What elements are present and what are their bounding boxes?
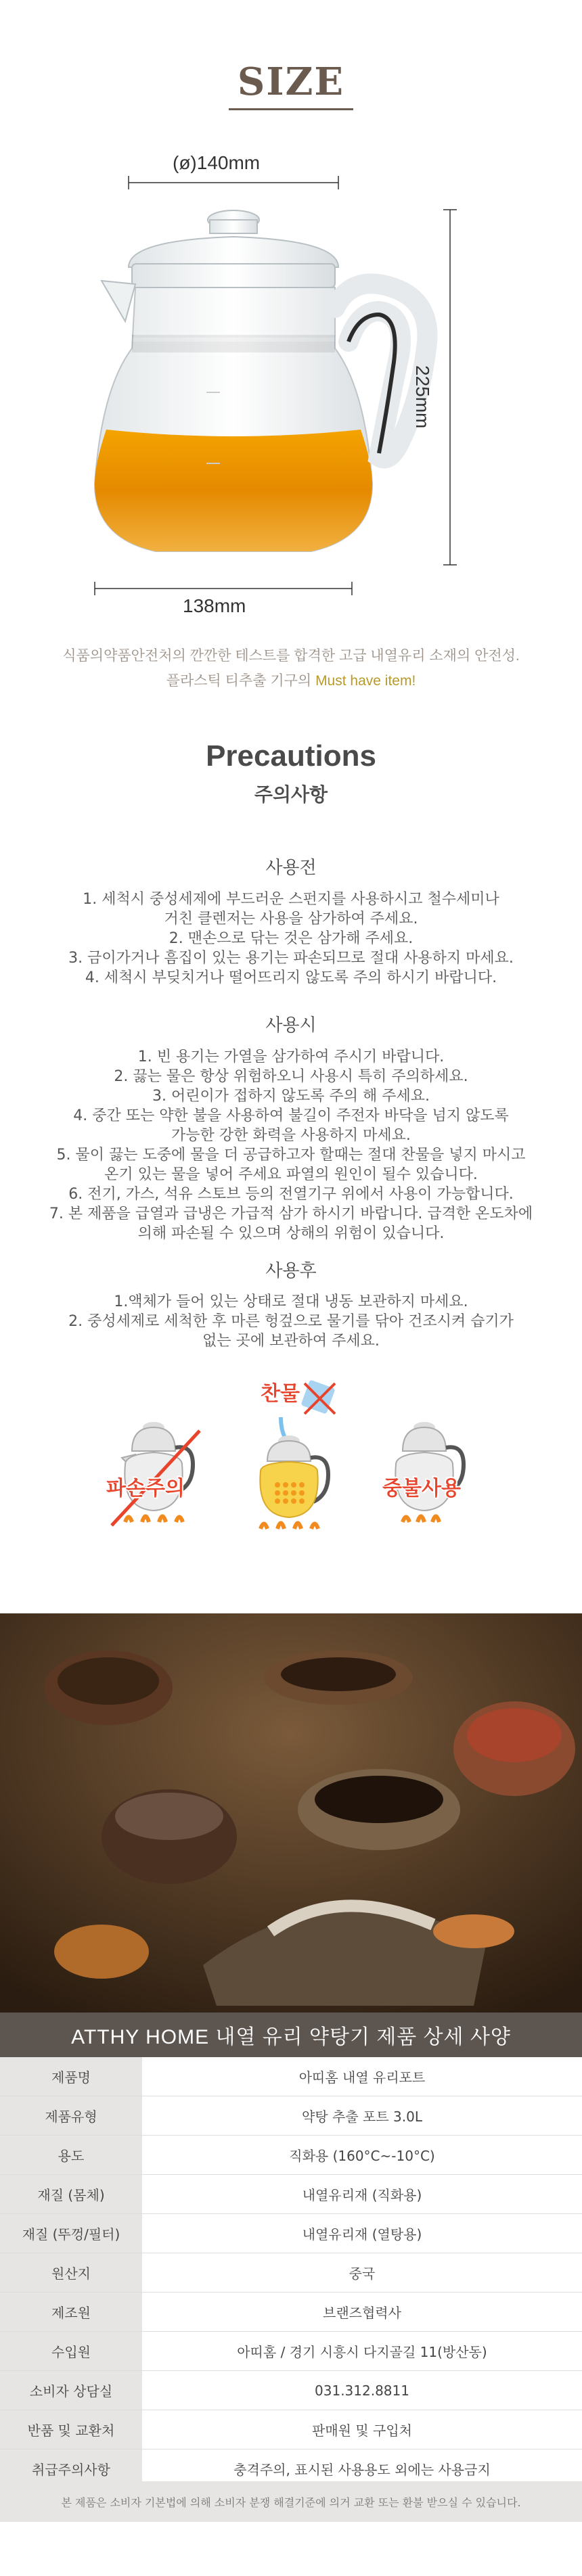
diameter-label: (ø)140mm [173, 152, 261, 173]
table-row [0, 2332, 582, 2371]
spec-value: 031.312.8811 [142, 2371, 582, 2410]
precautions-subtitle: 주의사항 [254, 783, 328, 806]
list-item: 2. 중성세제로 세척한 후 마른 헝겊으로 물기를 닦아 건조시켜 습기가 [68, 1313, 514, 1330]
spec-value: 브랜즈협력사 [142, 2293, 582, 2332]
medium-flame-badge: 중불사용 [382, 1477, 461, 1500]
safety-note-line-1: 식품의약품안전처의 깐깐한 테스트를 합격한 고급 내열유리 소재의 안전성. [62, 648, 520, 664]
spec-value: 아띠홈 / 경기 시흥시 다지골길 11(방산동) [142, 2332, 582, 2371]
list-item: 3. 어린이가 접하지 않도록 주의 해 주세요. [152, 1088, 430, 1105]
list-item: 3. 금이가거나 흠집이 있는 용기는 파손되므로 절대 사용하지 마세요. [68, 950, 514, 967]
list-item: 1. 세척시 중성세제에 부드러운 스펀지를 사용하시고 철수세미나 [83, 891, 499, 908]
spec-key: 용도 [0, 2136, 142, 2175]
list-item: 6. 전기, 가스, 석유 스토브 등의 전열기구 위에서 사용이 가능합니다. [68, 1186, 514, 1203]
list-item: 의해 파손될 수 있으며 상해의 위험이 있습니다. [137, 1225, 445, 1242]
spec-value: 아띠홈 내열 유리포트 [142, 2057, 582, 2096]
list-item: 2. 끓는 물은 항상 위험하오니 사용시 특히 주의하세요. [114, 1068, 468, 1085]
spec-key: 재질 (몸체) [0, 2175, 142, 2214]
list-item: 5. 물이 끓는 도중에 물을 더 공급하고자 할때는 절대 찬물을 넣지 마시고 [56, 1147, 526, 1164]
spec-key: 소비자 상담실 [0, 2371, 142, 2410]
spec-key: 원산지 [0, 2253, 142, 2293]
table-row [0, 2057, 582, 2096]
spec-key: 제품유형 [0, 2096, 142, 2136]
table-row [0, 2214, 582, 2253]
table-row [0, 2410, 582, 2450]
broken-kettle-icon [105, 1390, 206, 1532]
spec-value: 내열유리재 (직화용) [142, 2175, 582, 2214]
list-item: 거친 클렌저는 사용을 삼가하여 주세요. [164, 911, 418, 927]
spec-table [0, 2057, 582, 2489]
bottom-width-label: 138mm [183, 595, 246, 616]
table-row [0, 2253, 582, 2293]
herbal-ingredients-photo [0, 1613, 582, 2013]
medium-flame-kettle-icon [376, 1390, 477, 1532]
during-use-heading: 사용시 [265, 1015, 317, 1036]
list-item: 1. 빈 용기는 가열을 삼가하여 주시기 바랍니다. [137, 1049, 445, 1065]
spec-value: 충격주의, 표시된 사용용도 외에는 사용금지 [142, 2450, 582, 2489]
safety-note-prefix: 플라스틱 티추출 기구의 [166, 673, 312, 689]
fragile-badge: 파손주의 [106, 1477, 185, 1500]
list-item: 온기 있는 물을 넣어 주세요 파열의 원인이 될수 있습니다. [104, 1166, 478, 1183]
spec-key: 재질 (뚜껑/필터) [0, 2214, 142, 2253]
spec-value: 직화용 (160°C~-10°C) [142, 2136, 582, 2175]
table-row [0, 2175, 582, 2214]
size-title-underline [229, 108, 353, 110]
spec-key: 제품명 [0, 2057, 142, 2096]
spec-value: 판매원 및 구입처 [142, 2410, 582, 2450]
spec-value: 중국 [142, 2253, 582, 2293]
cold-water-badge: 찬물 [261, 1382, 300, 1406]
before-use-list [47, 890, 535, 988]
safety-note-line-2 [0, 670, 582, 690]
list-item: 4. 중간 또는 약한 불을 사용하여 불길이 주전자 바닥을 넘지 않도록 [73, 1107, 509, 1124]
list-item: 7. 본 제품을 급열과 급냉은 가급적 삼가 하시기 바랍니다. 급격한 온도차에 [49, 1205, 533, 1222]
table-row [0, 2136, 582, 2175]
teapot-dimension-figure [81, 145, 501, 632]
spec-key: 반품 및 교환처 [0, 2410, 142, 2450]
list-item: 1.액체가 들어 있는 상태로 절대 냉동 보관하지 마세요. [114, 1293, 468, 1310]
refund-policy-note: 본 제품은 소비자 기본법에 의해 소비자 분쟁 해결기준에 의거 교환 또는 환불 받으실 수 있습니다. [0, 2481, 582, 2522]
list-item: 2. 맨손으로 닦는 것은 삼가해 주세요. [169, 930, 413, 947]
during-use-list [47, 1047, 535, 1243]
list-item: 가능한 강한 화력을 사용하지 마세요. [171, 1127, 411, 1144]
height-label: 225mm [412, 365, 433, 429]
list-item: 4. 세척시 부딪치거나 떨어뜨리지 않도록 주의 하시기 바랍니다. [85, 969, 497, 986]
spec-value: 내열유리재 (열탕용) [142, 2214, 582, 2253]
list-item: 없는 곳에 보관하여 주세요. [202, 1333, 380, 1350]
spec-key: 제조원 [0, 2293, 142, 2332]
size-title: SIZE [237, 60, 345, 104]
table-row [0, 2371, 582, 2410]
cold-water-kettle-icon [240, 1377, 342, 1519]
spec-table-header: ATTHY HOME 내열 유리 약탕기 제품 상세 사양 [0, 2013, 582, 2057]
table-row [0, 2293, 582, 2332]
spec-key: 취급주의사항 [0, 2450, 142, 2489]
before-use-heading: 사용전 [265, 858, 317, 878]
after-use-heading: 사용후 [265, 1261, 317, 1281]
table-row [0, 2096, 582, 2136]
glass-teapot-illustration [81, 145, 501, 632]
spec-value: 약탕 추출 포트 3.0L [142, 2096, 582, 2136]
must-have-highlight: Must have item! [315, 673, 416, 689]
spec-key: 수입원 [0, 2332, 142, 2371]
precautions-title: Precautions [206, 739, 376, 773]
after-use-list [47, 1292, 535, 1351]
